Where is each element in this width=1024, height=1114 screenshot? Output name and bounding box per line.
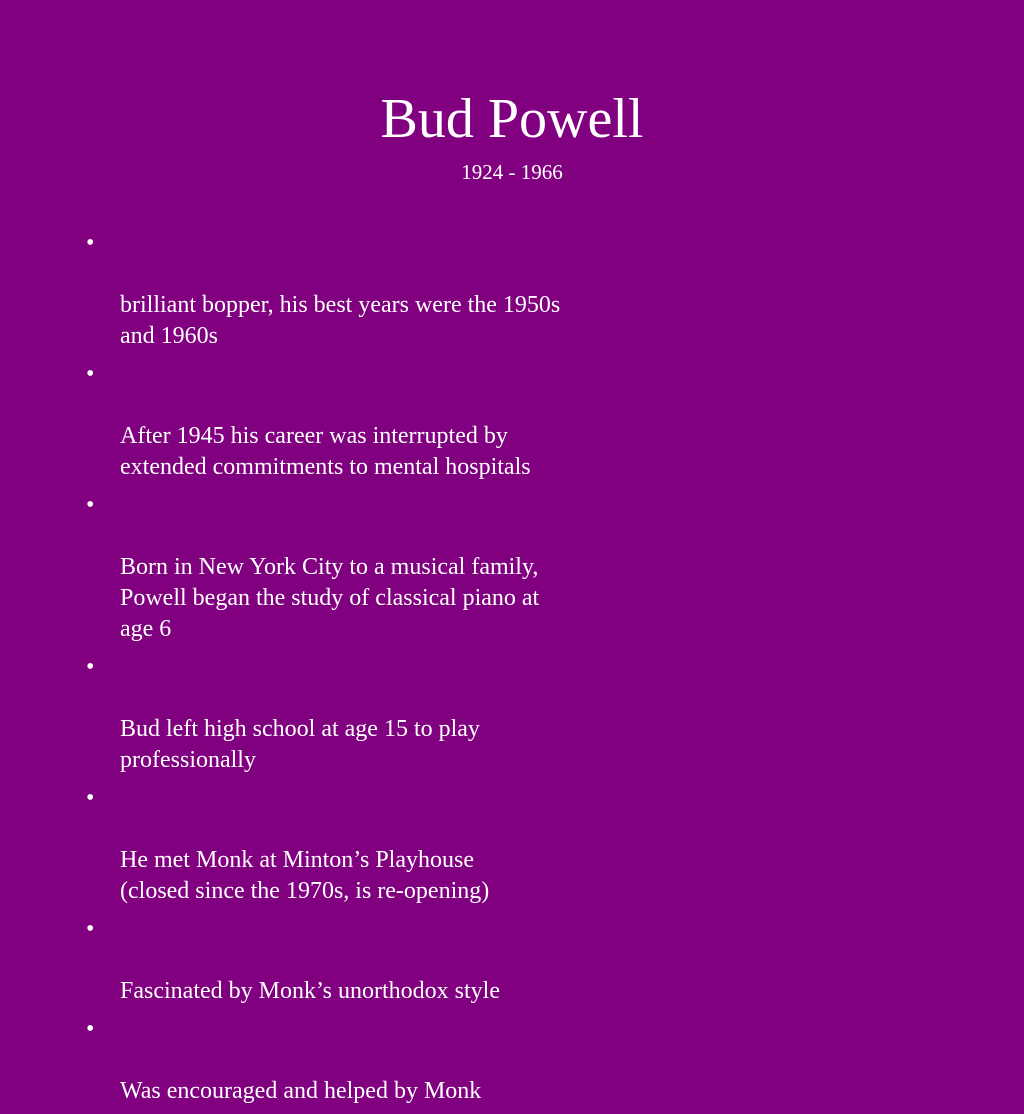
bullet-text: He met Monk at Minton’s Playhouse (closed since the 1970s, is re-opening) [120, 847, 490, 904]
slide-subtitle: 1924 - 1966 [461, 160, 563, 184]
bullet-dot-icon: • [86, 230, 95, 256]
bullet-item [82, 914, 662, 1007]
slide-title: Bud Powell [380, 88, 644, 150]
bullet-item [82, 359, 662, 483]
bullet-item [82, 652, 662, 776]
bullet-dot-icon: • [86, 492, 95, 518]
bullet-list [82, 228, 662, 1114]
bullet-item [82, 490, 662, 645]
bullet-dot-icon: • [86, 361, 95, 387]
bullet-text: Born in New York City to a musical family, Powell began the study of classical piano at age 6 [120, 554, 540, 642]
bullet-dot-icon: • [86, 1016, 95, 1042]
bullet-dot-icon: • [86, 654, 95, 680]
bullet-item [82, 228, 662, 352]
bullet-text: Fascinated by Monk’s unorthodox style [120, 978, 500, 1004]
bullet-dot-icon: • [86, 916, 95, 942]
bullet-text: After 1945 his career was interrupted by extended commitments to mental hospitals [120, 423, 531, 480]
bullet-text: Bud left high school at age 15 to play professionally [120, 716, 480, 773]
bullet-dot-icon: • [86, 785, 95, 811]
bullet-text: Was encouraged and helped by Monk [120, 1078, 482, 1104]
bullet-text: brilliant bopper, his best years were the 1950s and 1960s [120, 292, 561, 349]
bullet-item [82, 1014, 662, 1107]
bullet-item [82, 783, 662, 907]
